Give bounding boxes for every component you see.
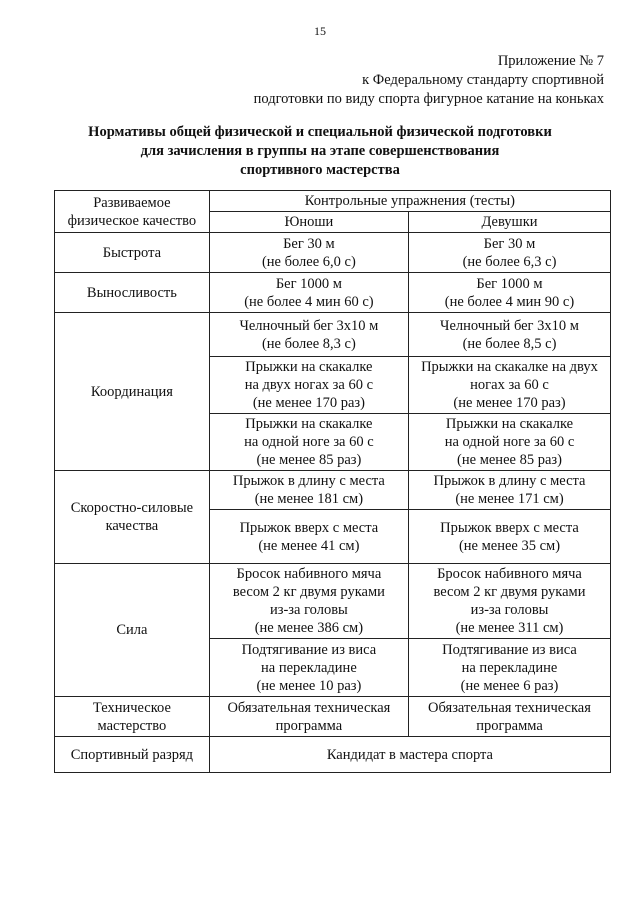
girls-norm-cell (408, 639, 610, 697)
norm-line: (не более 8,5 с) (462, 335, 557, 352)
appendix-line: Приложение № 7 (497, 53, 604, 69)
norm-line: Прыжок вверх с места (239, 519, 379, 536)
table-row (55, 313, 611, 357)
norm-line: Бег 1000 м (275, 275, 342, 292)
header-quality-cell (55, 191, 210, 233)
norm-line: на перекладине (461, 659, 558, 676)
girls-norm-cell (408, 414, 610, 471)
norm-line: (не менее 171 см) (455, 491, 564, 507)
norm-line: (не более 4 мин 60 с) (244, 293, 374, 310)
page-number: 15 (314, 24, 326, 38)
girls-norm-cell (408, 697, 610, 737)
norm-line: Прыжки на скакалке (445, 416, 574, 432)
header-girls-cell: Девушки (408, 212, 610, 233)
document-title (40, 123, 600, 180)
norm-line: Бег 30 м (483, 235, 536, 252)
table-row (55, 564, 611, 639)
boys-norm-cell (209, 414, 408, 471)
boys-norm-cell (209, 639, 408, 697)
norm-line: (не менее 85 раз) (256, 452, 362, 468)
rank-value-cell: Кандидат в мастера спорта (209, 737, 610, 773)
norm-line: Челночный бег 3х10 м (239, 317, 379, 334)
girls-norm-cell (408, 564, 610, 639)
boys-norm-cell (209, 233, 408, 273)
table-row (55, 471, 611, 510)
norm-line: из-за головы (269, 602, 348, 618)
girls-norm-cell (408, 357, 610, 414)
appendix-header (204, 52, 604, 109)
norm-line: (не более 6,3 с) (462, 253, 557, 270)
norm-line: программа (476, 717, 543, 734)
norm-line: Прыжки на скакалке на двух (421, 359, 598, 375)
quality-cell: Выносливость (55, 273, 210, 313)
norm-line: Прыжок в длину с места (232, 473, 385, 489)
norm-line: весом 2 кг двумя руками (232, 584, 385, 600)
norm-line: Прыжок вверх с места (440, 519, 579, 536)
norm-line: весом 2 кг двумя руками (433, 584, 586, 600)
table-row (55, 697, 611, 737)
boys-norm-cell (209, 471, 408, 510)
quality-line: качества (105, 518, 159, 534)
norm-line: (не менее 170 раз) (252, 395, 365, 411)
norm-line: программа (275, 717, 343, 734)
norm-line: Подтягивание из виса (241, 641, 377, 658)
norm-line: (не более 8,3 с) (261, 335, 356, 352)
header-tests-cell: Контрольные упражнения (тесты) (209, 191, 610, 212)
girls-norm-cell (408, 313, 610, 357)
norm-line: Бег 1000 м (476, 275, 543, 292)
table-row (55, 233, 611, 273)
title-line: спортивного мастерства (240, 162, 400, 178)
norm-line: Челночный бег 3х10 м (440, 317, 579, 334)
norm-line: (не менее 311 см) (455, 620, 564, 636)
title-line: для зачисления в группы на этапе совершенствования (140, 143, 500, 159)
norm-line: (не более 6,0 с) (261, 253, 356, 270)
quality-cell: Быстрота (55, 233, 210, 273)
norm-line: (не менее 85 раз) (457, 452, 562, 468)
norm-line: Бросок набивного мяча (236, 566, 382, 582)
norm-line: ногах за 60 с (470, 377, 549, 393)
norm-line: (не менее 170 раз) (453, 395, 566, 411)
norm-line: Обязательная техническая (227, 699, 391, 716)
header-quality-line: физическое качество (67, 212, 197, 229)
boys-norm-cell (209, 357, 408, 414)
norm-line: (не более 4 мин 90 с) (444, 293, 575, 310)
norm-line: Бег 30 м (283, 235, 335, 252)
norm-line: из-за головы (470, 602, 549, 618)
norm-line: Прыжок в длину с места (433, 473, 586, 489)
quality-cell (55, 471, 210, 564)
girls-norm-cell (408, 233, 610, 273)
boys-norm-cell (209, 697, 408, 737)
table-row (55, 737, 611, 773)
norm-line: (не менее 10 раз) (256, 677, 362, 694)
quality-line: мастерство (97, 717, 167, 734)
norm-line: (не менее 181 см) (254, 491, 364, 507)
boys-norm-cell (209, 313, 408, 357)
standards-table (54, 190, 611, 773)
quality-line: Техническое (92, 699, 171, 716)
norm-line: на двух ногах за 60 с (244, 377, 374, 393)
norm-line: (не менее 386 см) (254, 620, 364, 636)
quality-cell: Спортивный разряд (55, 737, 210, 773)
norm-line: Бросок набивного мяча (437, 566, 582, 582)
boys-norm-cell (209, 273, 408, 313)
norm-line: (не менее 6 раз) (460, 677, 559, 694)
appendix-line: к Федеральному стандарту спортивной (362, 72, 604, 88)
norm-line: на одной ноге за 60 с (444, 434, 575, 450)
quality-cell (55, 697, 210, 737)
norm-line: Обязательная техническая (428, 699, 591, 716)
boys-norm-cell (209, 564, 408, 639)
table-row (55, 273, 611, 313)
norm-line: на перекладине (261, 659, 357, 676)
norm-line: Прыжки на скакалке (245, 416, 373, 432)
norm-line: (не менее 41 см) (258, 537, 360, 554)
girls-norm-cell (408, 273, 610, 313)
appendix-line: подготовки по виду спорта фигурное катание на коньках (253, 91, 604, 107)
header-quality-line: Развиваемое (93, 194, 171, 211)
norm-line: Прыжки на скакалке (245, 359, 373, 375)
girls-norm-cell (408, 471, 610, 510)
quality-line: Скоростно-силовые (70, 500, 194, 516)
table-header-row (55, 191, 611, 212)
girls-norm-cell (408, 510, 610, 564)
norm-line: Подтягивание из виса (442, 641, 577, 658)
norm-line: на одной ноге за 60 с (244, 434, 374, 450)
quality-cell: Координация (55, 313, 210, 471)
header-boys-cell: Юноши (209, 212, 408, 233)
title-line: Нормативы общей физической и специальной физической подготовки (88, 124, 552, 140)
boys-norm-cell (209, 510, 408, 564)
norm-line: (не менее 35 см) (458, 537, 561, 554)
quality-cell: Сила (55, 564, 210, 697)
